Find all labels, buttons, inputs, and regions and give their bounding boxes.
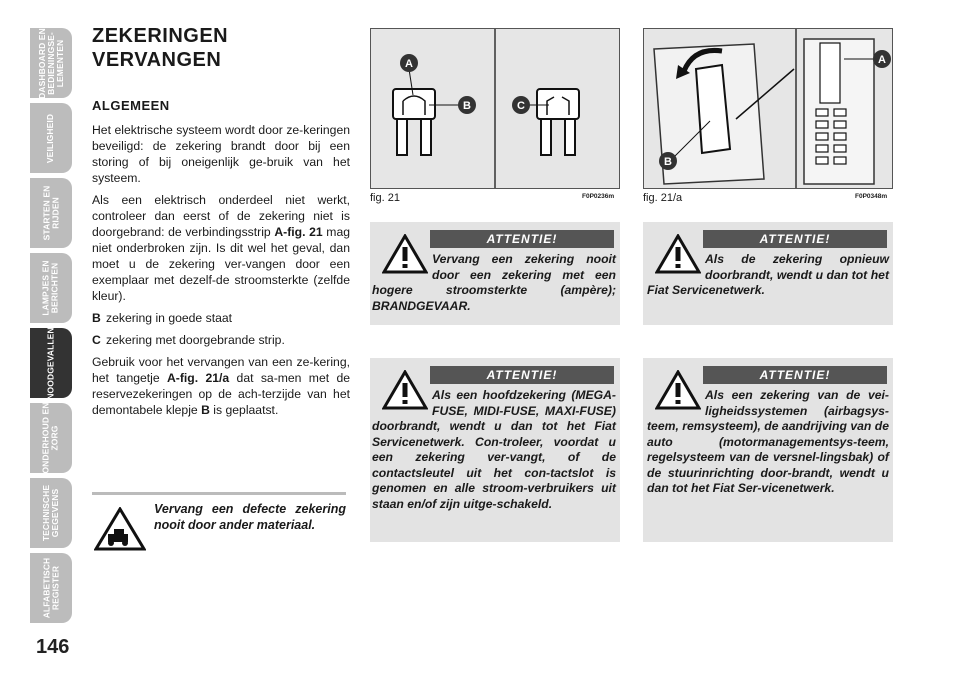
tab-technische[interactable]: TECHNISCHE GEGEVENS	[30, 478, 72, 548]
svg-text:B: B	[664, 156, 672, 168]
paragraph: Gebruik voor het vervangen van een ze-kering, het tangetje A-fig. 21/a dat sa-men met de reservezekeringen op de ach-terzijde van het demontabele klepje B is geplaatst.	[92, 355, 351, 417]
figure-21a	[643, 28, 893, 189]
tab-veiligheid[interactable]: VEILIGHEID	[30, 103, 72, 173]
svg-text:A: A	[878, 54, 886, 66]
figure-code: F0P0236m	[582, 193, 615, 200]
body-text	[92, 122, 350, 424]
svg-text:B: B	[463, 100, 471, 112]
tab-register[interactable]: ALFABETISCH REGISTER	[30, 553, 72, 623]
fuse-panel-illustration	[644, 29, 892, 188]
note-box: Vervang een defecte zekering nooit door ander materiaal.	[92, 492, 346, 558]
warning-box-2: ATTENTIE! Als de zekering opnieuw doorbrandt, wendt u dan tot het Fiat Servicenetwerk.	[643, 222, 893, 325]
page-number: 146	[36, 636, 70, 658]
figure-code: F0P0348m	[855, 193, 888, 200]
vehicle-warning-icon	[94, 507, 146, 551]
warning-box-4: ATTENTIE! Als een zekering van de vei-ligheidssystemen (airbagsys-teem, remsysteem), de aandrijving van de auto (motormanagementsys-teem, regelsysteem van de versnel-lingsbak) of de stuurinrichting door-brandt, wendt u dan tot het Fiat Ser-vicenetwerk.	[643, 358, 893, 542]
fuse-illustration	[371, 29, 619, 188]
svg-text:A: A	[405, 58, 413, 70]
tab-dashboard[interactable]: DASHBOARD EN BEDIENINGSE- LEMENTEN	[30, 28, 72, 98]
tab-lampjes[interactable]: LAMPJES EN BERICHTEN	[30, 253, 72, 323]
svg-text:C: C	[517, 100, 525, 112]
list-item: B zekering in goede staat	[92, 311, 233, 325]
list-item: C zekering met doorgebrande strip.	[92, 333, 285, 347]
warning-box-3: ATTENTIE! Als een hoofdzekering (MEGA-FUSE, MIDI-FUSE, MAXI-FUSE) doorbrandt, wendt u dan tot het Fiat Servicenetwerk. Con-troleer, voordat u een zekering ver-vangt, of de contactsleutel uit het con-tactslot is genomen en alle stroom-verbruikers uit staan en/of zijn uitge-schakeld.	[370, 358, 620, 542]
warning-box-1: ATTENTIE! Vervang een zekering nooit door een zekering met een hogere stroomsterkte (ampère); BRANDGEVAAR.	[370, 222, 620, 325]
paragraph: Het elektrische systeem wordt door ze-keringen beveiligd: de zekering brandt door bij een storing of bij oneigenlijk ge-bruik van het systeem.	[92, 123, 350, 185]
section-heading: ALGEMEEN	[92, 98, 170, 113]
tab-noodgevallen[interactable]: NOODGEVALLEN	[30, 328, 72, 398]
paragraph: Als een elektrisch onderdeel niet werkt, controleer dan eerst of de zekering niet is doorgebrand: de verbindingsstrip A-fig. 21 mag niet onderbroken zijn. Is dit wel het geval, dan moet u de zekering ver-vangen door een exemplaar met dezelf-de stroomsterkte (zelfde kleur).	[92, 193, 350, 303]
figure-caption: fig. 21	[370, 192, 400, 204]
figure-21	[370, 28, 620, 189]
tab-onderhoud[interactable]: ONDERHOUD EN ZORG	[30, 403, 72, 473]
page-title: ZEKERINGEN VERVANGEN	[92, 25, 229, 71]
figure-caption: fig. 21/a	[643, 192, 683, 204]
tab-starten[interactable]: STARTEN EN RIJDEN	[30, 178, 72, 248]
